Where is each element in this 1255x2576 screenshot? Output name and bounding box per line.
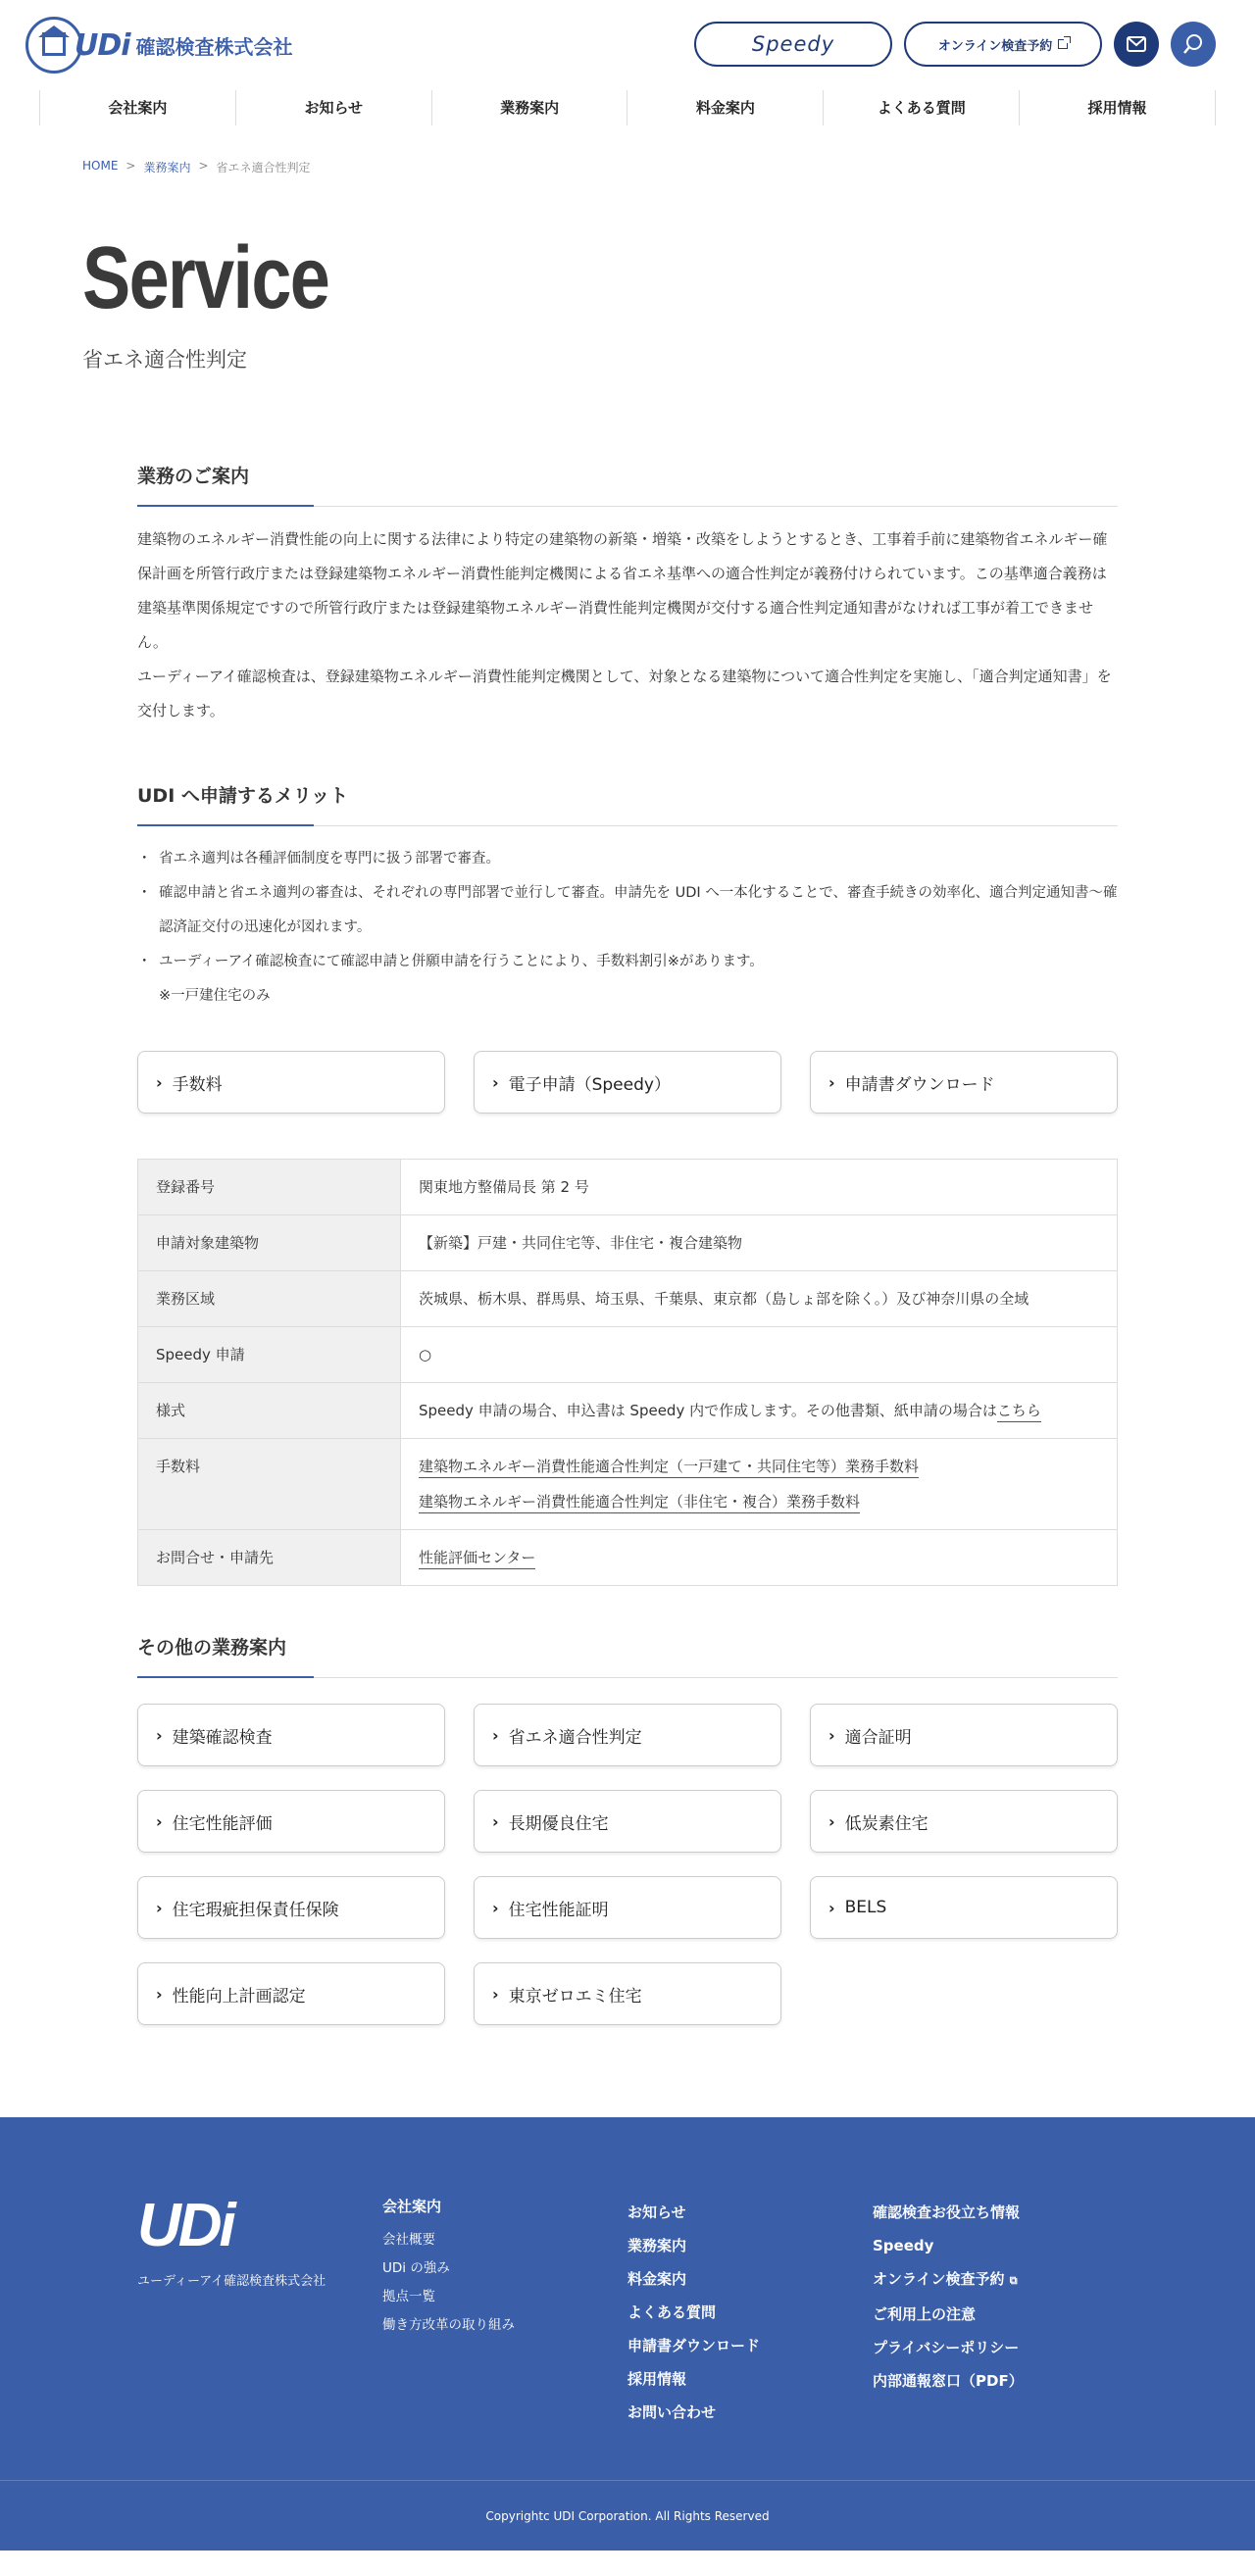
house-logo-icon <box>25 17 82 74</box>
row-value <box>401 1530 1118 1586</box>
link-label: 省エネ適合性判定 <box>508 1727 642 1748</box>
service-link-button[interactable] <box>474 1790 781 1853</box>
form-download-link-button[interactable] <box>810 1051 1118 1114</box>
row-value <box>401 1383 1118 1439</box>
footer-link[interactable]: 拠点一覧 <box>382 2289 435 2304</box>
link-label: 低炭素住宅 <box>844 1813 929 1834</box>
breadcrumb-separator: > <box>198 159 209 173</box>
footer-link[interactable] <box>873 2262 1118 2298</box>
merit-note: ※一戸建住宅のみ <box>159 988 271 1004</box>
footer-logo-block <box>137 2192 382 2480</box>
chevron-right-icon: › <box>828 1725 835 1745</box>
chevron-right-icon: › <box>156 1725 163 1745</box>
footer-link[interactable]: お知らせ <box>628 2204 686 2221</box>
search-button[interactable] <box>1171 22 1216 67</box>
logo-company-name: 確認検査株式会社 <box>135 34 293 59</box>
row-label: 申請対象建築物 <box>138 1215 401 1271</box>
list-item: ・ 省エネ適判は各種評価制度を専門に扱う部署で審査。 <box>137 842 1118 876</box>
logo-udi: UDi <box>75 27 130 63</box>
other-services-grid <box>137 1704 1118 2025</box>
speedy-application-link-button[interactable] <box>474 1051 781 1114</box>
row-value: 【新築】戸建・共同住宅等、非住宅・複合建築物 <box>401 1215 1118 1271</box>
guide-paragraph: 建築物のエネルギー消費性能の向上に関する法律により特定の建築物の新築・増築・改築をしようとするとき、工事着手前に建築物省エネルギー確保計画を所管行政庁または登録建築物エネルギー消費性能判定機関による省エネ基準への適合性判定が義務付けられています。この基準適合義務は建築基準関係規定ですので所管行政庁または登録建築物エネルギー消費性能判定機関が交付する適合性判定通知書がなければ工事が着工できません。 <box>137 530 1108 651</box>
footer-logo[interactable]: UDi <box>137 2192 233 2259</box>
table-row <box>138 1271 1118 1327</box>
row-value <box>401 1439 1118 1530</box>
contact-center-link[interactable]: 性能評価センター <box>419 1549 535 1569</box>
footer-col-main <box>628 2196 873 2480</box>
chevron-right-icon: › <box>492 1898 499 1917</box>
service-link-button[interactable] <box>474 1876 781 1939</box>
chevron-right-icon: › <box>492 1072 499 1092</box>
chevron-right-icon: › <box>492 1984 499 2004</box>
footer-link[interactable]: 会社案内 <box>382 2198 442 2215</box>
footer-link-label: オンライン検査予約 <box>873 2270 1005 2288</box>
row-label: 様式 <box>138 1383 401 1439</box>
info-table <box>137 1159 1118 1586</box>
nav-price[interactable]: 料金案内 <box>627 90 823 125</box>
service-link-button[interactable] <box>474 1962 781 2025</box>
table-row <box>138 1530 1118 1586</box>
service-link-button[interactable] <box>810 1704 1118 1766</box>
table-row <box>138 1439 1118 1530</box>
footer-link[interactable]: 料金案内 <box>628 2270 687 2288</box>
chevron-right-icon: › <box>156 1072 163 1092</box>
footer-link[interactable]: UDi の強み <box>382 2260 450 2276</box>
guide-paragraph-2: ユーディーアイ確認検査は、登録建築物エネルギー消費性能判定機関として、対象となる建築物について適合性判定を実施し、「適合判定通知書」を交付します。 <box>137 668 1112 719</box>
paper-form-link[interactable]: こちら <box>997 1402 1041 1422</box>
nav-faq[interactable]: よくある質問 <box>823 90 1019 125</box>
link-label: 電子申請（Speedy） <box>508 1074 671 1095</box>
chevron-right-icon: › <box>156 1984 163 2004</box>
footer-link[interactable]: 採用情報 <box>628 2370 687 2388</box>
footer-link[interactable]: 申請書ダウンロード <box>628 2337 761 2354</box>
breadcrumb-home[interactable]: HOME <box>82 159 119 173</box>
footer-col-info <box>873 2196 1118 2480</box>
main-content <box>137 462 1118 2025</box>
footer-link[interactable]: 働き方改革の取り組み <box>382 2317 515 2333</box>
fee-nonresidential-link[interactable]: 建築物エネルギー消費性能適合性判定（非住宅・複合）業務手数料 <box>419 1493 860 1513</box>
footer-col-company <box>382 2196 628 2480</box>
breadcrumb-service[interactable]: 業務案内 <box>143 161 191 174</box>
breadcrumb-current: 省エネ適合性判定 <box>216 161 311 174</box>
global-nav <box>39 90 1216 125</box>
table-row <box>138 1327 1118 1383</box>
footer-link[interactable]: 内部通報窓口（PDF） <box>873 2372 1024 2390</box>
service-link-button[interactable] <box>474 1704 781 1766</box>
mail-button[interactable] <box>1114 22 1159 67</box>
merit-list <box>137 842 1118 1014</box>
footer-link[interactable]: よくある質問 <box>628 2304 717 2321</box>
footer-columns <box>137 2117 1118 2480</box>
footer-link[interactable]: Speedy <box>873 2237 934 2254</box>
row-label: Speedy 申請 <box>138 1327 401 1383</box>
link-label: 性能向上計画認定 <box>172 1986 306 2006</box>
footer-link[interactable]: プライバシーポリシー <box>873 2339 1020 2356</box>
fee-residential-link[interactable]: 建築物エネルギー消費性能適合性判定（一戸建て・共同住宅等）業務手数料 <box>419 1458 919 1478</box>
copyright: Copyrightc UDI Corporation. All Rights Reserved <box>0 2480 1255 2551</box>
link-label: BELS <box>844 1898 887 1917</box>
link-label: 長期優良住宅 <box>508 1813 609 1834</box>
row-value: 茨城県、栃木県、群馬県、埼玉県、千葉県、東京都（島しょ部を除く。）及び神奈川県の全域 <box>401 1271 1118 1327</box>
list-item: ・ ユーディーアイ確認検査にて確認申請と併願申請を行うことにより、手数料割引※があります。 <box>137 945 1118 979</box>
service-link-button[interactable] <box>810 1876 1118 1939</box>
table-row <box>138 1383 1118 1439</box>
service-link-button[interactable] <box>137 1704 445 1766</box>
link-label: 住宅性能証明 <box>508 1900 609 1920</box>
breadcrumb-separator: > <box>126 159 136 173</box>
site-footer <box>0 2117 1255 2551</box>
footer-link[interactable]: ご利用上の注意 <box>873 2305 977 2323</box>
list-item: ・ 確認申請と省エネ適判の審査は、それぞれの専門部署で並行して審査。申請先を UDI へ一本化することで、審査手続きの効率化、適合判定通知書～確認済証交付の迅速化が図れます。 <box>137 876 1118 945</box>
service-link-button[interactable] <box>137 1876 445 1939</box>
chevron-right-icon: › <box>828 1811 835 1831</box>
other-services-heading: その他の業務案内 <box>137 1633 1118 1678</box>
nav-company[interactable]: 会社案内 <box>39 90 235 125</box>
link-label: 建築確認検査 <box>172 1727 273 1748</box>
link-label: 手数料 <box>172 1074 223 1095</box>
row-label: 登録番号 <box>138 1160 401 1215</box>
table-row <box>138 1160 1118 1215</box>
chevron-right-icon: › <box>828 1072 835 1092</box>
footer-link[interactable]: お問い合わせ <box>628 2403 717 2421</box>
link-label: 住宅性能評価 <box>172 1813 273 1834</box>
merit-heading: UDI へ申請するメリット <box>137 781 1118 826</box>
footer-link[interactable]: 確認検査お役立ち情報 <box>873 2204 1021 2221</box>
mail-icon <box>1127 36 1146 52</box>
footer-link[interactable]: 会社概要 <box>382 2232 435 2248</box>
page-hero <box>82 229 1255 373</box>
header-actions <box>694 22 1216 67</box>
nav-news[interactable]: お知らせ <box>235 90 431 125</box>
site-logo[interactable] <box>25 17 293 74</box>
nav-recruit[interactable]: 採用情報 <box>1019 90 1216 125</box>
style-text: Speedy 申請の場合、申込書は Speedy 内で作成します。その他書類、紙申請の場合は <box>419 1402 997 1419</box>
table-row <box>138 1215 1118 1271</box>
footer-company-name: ユーディーアイ確認検査株式会社 <box>137 2274 326 2289</box>
external-link-icon <box>1058 39 1068 49</box>
chevron-right-icon: › <box>492 1725 499 1745</box>
chevron-right-icon: › <box>828 1898 835 1917</box>
online-reservation-button[interactable] <box>904 22 1102 67</box>
page-subtitle: 省エネ適合性判定 <box>82 348 247 372</box>
row-label: 業務区域 <box>138 1271 401 1327</box>
online-reservation-label: オンライン検査予約 <box>937 38 1053 54</box>
search-icon <box>1182 33 1204 55</box>
link-label: 住宅瑕疵担保責任保険 <box>172 1900 339 1920</box>
related-links <box>137 1051 1118 1114</box>
row-label: お問合せ・申請先 <box>138 1530 401 1586</box>
row-value: 関東地方整備局長 第 2 号 <box>401 1160 1118 1215</box>
external-link-icon: ⧉ <box>1009 2274 1018 2287</box>
site-header <box>0 0 1255 90</box>
row-value: ○ <box>401 1327 1118 1383</box>
link-label: 適合証明 <box>844 1727 912 1748</box>
row-label: 手数料 <box>138 1439 401 1530</box>
footer-link[interactable]: 業務案内 <box>628 2237 687 2254</box>
chevron-right-icon: › <box>156 1898 163 1917</box>
breadcrumb <box>82 159 1255 175</box>
nav-service[interactable]: 業務案内 <box>431 90 628 125</box>
service-link-button[interactable] <box>137 1790 445 1853</box>
chevron-right-icon: › <box>156 1811 163 1831</box>
guide-heading: 業務のご案内 <box>137 462 1118 507</box>
speedy-button[interactable]: Speedy <box>694 22 892 67</box>
service-link-button[interactable] <box>810 1790 1118 1853</box>
fee-link-button[interactable] <box>137 1051 445 1114</box>
service-link-button[interactable] <box>137 1962 445 2025</box>
page-title: Service <box>82 229 329 327</box>
link-label: 申請書ダウンロード <box>844 1074 995 1095</box>
link-label: 東京ゼロエミ住宅 <box>508 1986 642 2006</box>
chevron-right-icon: › <box>492 1811 499 1831</box>
